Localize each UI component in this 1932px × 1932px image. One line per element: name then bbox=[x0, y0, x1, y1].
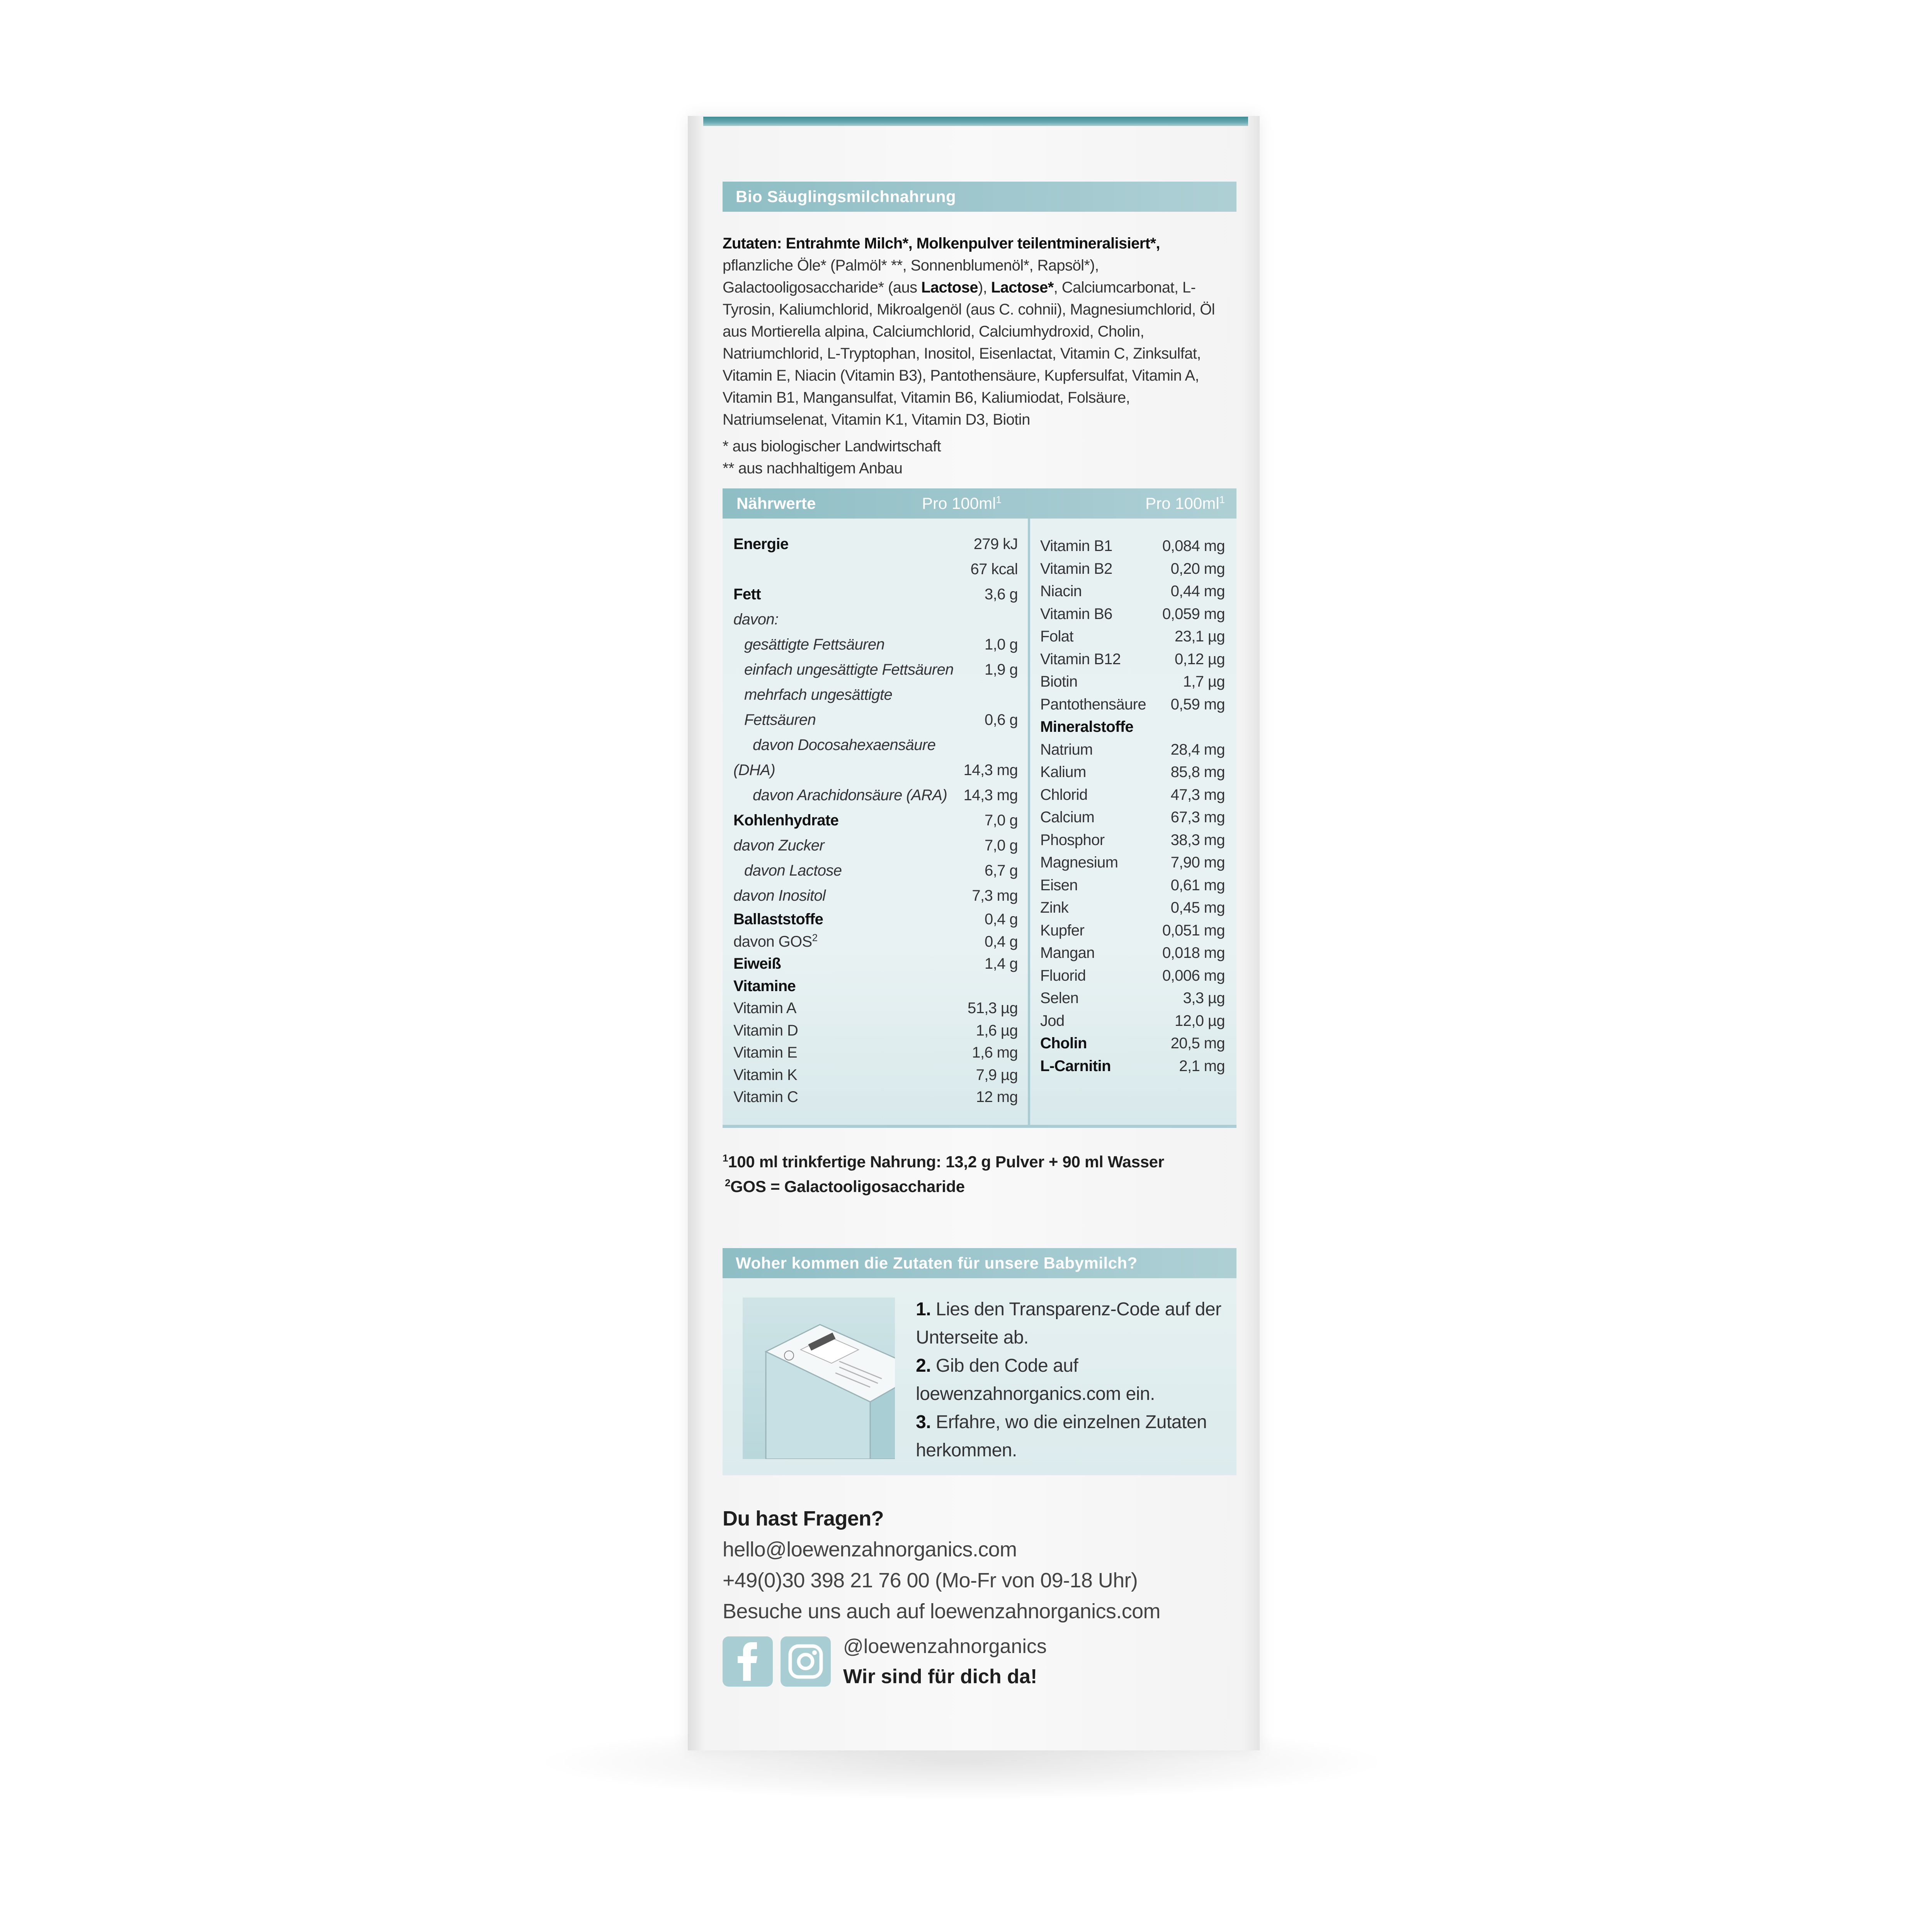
nutrient-value: 20,5 mg bbox=[1170, 1035, 1225, 1052]
nutrient-label: Biotin bbox=[1040, 673, 1078, 690]
nutrient-value: 0,44 mg bbox=[1170, 583, 1225, 600]
nutrient-value: 1,9 g bbox=[985, 661, 1018, 678]
nutrient-row bbox=[1040, 580, 1225, 603]
nutrient-value: 0,018 mg bbox=[1162, 944, 1225, 961]
nutrient-label: Kohlenhydrate bbox=[733, 812, 839, 829]
ingredients-label: Zutaten: bbox=[723, 235, 782, 252]
instagram-icon bbox=[781, 1636, 831, 1687]
nutrient-value: 0,051 mg bbox=[1162, 922, 1225, 939]
nutrient-value: 85,8 mg bbox=[1170, 764, 1225, 781]
nutrient-label: Eiweiß bbox=[733, 955, 781, 972]
nutrition-header bbox=[723, 488, 1236, 519]
nutrient-label: Jod bbox=[1040, 1012, 1065, 1029]
nutrient-value: 1,0 g bbox=[985, 636, 1018, 653]
product-title-band bbox=[723, 182, 1236, 212]
footnote-1-text: 100 ml trinkfertige Nahrung: 13,2 g Pulver + 90 ml Wasser bbox=[728, 1153, 1164, 1171]
ingredients-part3: , Calciumcarbonat, L-Tyrosin, Kaliumchlorid, Mikroalgenöl (aus C. cohnii), Magnesiumchlorid, Öl aus Mortierella alpina, Calciumchlorid, Calciumhydroxid, Cholin, Natriumchlorid, L-Tryptophan, Inositol, Eisenlactat, Vitamin C, Zinksulfat, Vitamin E, Niacin (Vitamin B3), Pantothensäure, Kupfersulfat, Vitamin A, Vitamin B1, Mangansulfat, Vitamin B6, Kaliumiodat, Folsäure, Natriumselenat, Vitamin K1, Vitamin D3, Biotin bbox=[723, 279, 1215, 428]
nutrient-value: 12,0 µg bbox=[1174, 1012, 1225, 1029]
nutrient-row bbox=[733, 532, 1018, 557]
nutrient-value: 0,20 mg bbox=[1170, 560, 1225, 577]
facebook-icon bbox=[723, 1636, 773, 1687]
nutrient-label: davon Arachidonsäure (ARA) bbox=[753, 787, 947, 804]
footnote-1 bbox=[723, 1150, 1236, 1174]
step-2-text: Gib den Code auf loewenzahnorganics.com ein. bbox=[916, 1355, 1155, 1404]
nutrient-row bbox=[733, 858, 1018, 883]
contact-tagline: Wir sind für dich da! bbox=[843, 1665, 1037, 1688]
footnote-2 bbox=[723, 1174, 1236, 1199]
nutrition-title: Nährwerte bbox=[736, 494, 816, 512]
nutrient-label: davon Inositol bbox=[733, 887, 826, 904]
ingredients-part2: ), bbox=[978, 279, 991, 296]
nutrient-row bbox=[733, 975, 1018, 998]
nutrient-row bbox=[1040, 784, 1225, 806]
nutrient-label: Vitamin B6 bbox=[1040, 605, 1112, 622]
nutrient-label: Chlorid bbox=[1040, 786, 1088, 803]
nutrient-value: 51,3 µg bbox=[967, 1000, 1018, 1017]
nutrient-row bbox=[1040, 874, 1225, 897]
nutrient-row bbox=[1040, 670, 1225, 693]
nutrient-label: einfach ungesättigte Fettsäuren bbox=[744, 661, 954, 678]
nutrient-label: Natrium bbox=[1040, 741, 1093, 758]
nutrient-row bbox=[1040, 806, 1225, 829]
step-3-text: Erfahre, wo die einzelnen Zutaten herkommen. bbox=[916, 1412, 1207, 1461]
nutrient-label: Vitamin E bbox=[733, 1044, 798, 1061]
footnotes bbox=[723, 1150, 1236, 1199]
nutrient-row bbox=[733, 1020, 1018, 1042]
contact-phone: +49(0)30 398 21 76 00 (Mo-Fr von 09-18 Uhr) bbox=[723, 1569, 1138, 1592]
nutrient-value: 0,084 mg bbox=[1162, 537, 1225, 554]
nutrient-value: 279 kJ bbox=[973, 536, 1018, 553]
nutrient-value: 6,7 g bbox=[985, 862, 1018, 879]
nutrient-value: 0,4 g bbox=[985, 933, 1018, 950]
social-handle-block bbox=[843, 1631, 1047, 1692]
per-label-right: Pro 100ml bbox=[1145, 494, 1219, 512]
nutrient-label: Vitamin D bbox=[733, 1022, 798, 1039]
nutrient-value: 0,12 µg bbox=[1174, 650, 1225, 668]
nutrient-value: 67,3 mg bbox=[1170, 809, 1225, 826]
nutrient-value: 7,9 µg bbox=[976, 1066, 1018, 1083]
nutrient-value: 28,4 mg bbox=[1170, 741, 1225, 758]
nutrient-row bbox=[1040, 558, 1225, 580]
nutrient-value: 3,3 µg bbox=[1183, 990, 1225, 1007]
box-bottom-illustration bbox=[743, 1298, 895, 1459]
nutrient-row bbox=[1040, 987, 1225, 1010]
nutrient-value: 0,059 mg bbox=[1162, 605, 1225, 622]
nutrient-label: Vitamin B1 bbox=[1040, 537, 1112, 554]
nutrient-label: Vitamin K bbox=[733, 1066, 798, 1083]
nutrient-row bbox=[733, 953, 1018, 975]
nutrition-column-left bbox=[723, 519, 1030, 1125]
nutrient-label: Calcium bbox=[1040, 809, 1095, 826]
nutrient-value: 1,6 µg bbox=[976, 1022, 1018, 1039]
nutrient-row bbox=[1040, 535, 1225, 558]
nutrient-label: Energie bbox=[733, 536, 789, 553]
nutrient-value: 23,1 µg bbox=[1174, 628, 1225, 645]
nutrient-row bbox=[1040, 1010, 1225, 1032]
nutrient-row bbox=[733, 733, 1018, 758]
ingredients-part1: pflanzliche Öle* (Palmöl* **, Sonnenblumenöl*, Rapsöl*), Galactooligosaccharide* (aus bbox=[723, 257, 1099, 296]
nutrient-row bbox=[733, 783, 1018, 808]
step-1 bbox=[916, 1295, 1236, 1352]
nutrient-label: davon Lactose bbox=[744, 862, 842, 879]
nutrient-row bbox=[733, 632, 1018, 657]
nutrition-table bbox=[723, 475, 1236, 1128]
nutrient-row bbox=[1040, 896, 1225, 919]
nutrient-row bbox=[733, 557, 1018, 582]
nutrient-row bbox=[1040, 603, 1225, 626]
box-lid bbox=[703, 117, 1248, 126]
nutrient-value: 0,6 g bbox=[985, 711, 1018, 728]
nutrient-label: Selen bbox=[1040, 990, 1079, 1007]
note-organic: * aus biologischer Landwirtschaft bbox=[723, 438, 941, 455]
nutrient-row bbox=[1040, 1055, 1225, 1078]
nutrient-label: Ballaststoffe bbox=[733, 911, 823, 928]
nutrient-value: 38,3 mg bbox=[1170, 831, 1225, 849]
per-sup-right: 1 bbox=[1219, 494, 1225, 505]
nutrient-row bbox=[733, 1064, 1018, 1087]
step-2 bbox=[916, 1352, 1236, 1408]
nutrient-value: 1,4 g bbox=[985, 955, 1018, 972]
nutrient-label: Kupfer bbox=[1040, 922, 1085, 939]
nutrient-label-wrap bbox=[733, 931, 817, 953]
ingredients-text bbox=[723, 233, 1221, 431]
step-3 bbox=[916, 1408, 1236, 1464]
nutrient-label: Vitamin C bbox=[733, 1088, 798, 1105]
footnote-1-sup: 1 bbox=[723, 1152, 728, 1164]
contact-question: Du hast Fragen? bbox=[723, 1507, 884, 1530]
nutrient-label: davon Zucker bbox=[733, 837, 825, 854]
per-100ml-left bbox=[922, 488, 1045, 519]
ingredients-main: Entrahmte Milch*, Molkenpulver teilentmineralisiert*, bbox=[786, 235, 1160, 252]
per-100ml-right bbox=[1045, 488, 1236, 519]
nutrient-row bbox=[1040, 851, 1225, 874]
nutrient-value: 0,006 mg bbox=[1162, 967, 1225, 984]
nutrient-row bbox=[1040, 829, 1225, 852]
nutrient-value: 12 mg bbox=[976, 1088, 1018, 1105]
nutrient-row bbox=[1040, 919, 1225, 942]
nutrient-label: gesättigte Fettsäuren bbox=[744, 636, 885, 653]
nutrient-row bbox=[733, 833, 1018, 858]
contact-visit: Besuche uns auch auf loewenzahnorganics.com bbox=[723, 1600, 1160, 1623]
nutrient-row bbox=[1040, 761, 1225, 784]
per-sup-left: 1 bbox=[996, 494, 1002, 505]
nutrient-label: Vitamin A bbox=[733, 1000, 796, 1017]
nutrient-label: L-Carnitin bbox=[1040, 1057, 1111, 1075]
nutrient-row bbox=[733, 808, 1018, 833]
nutrient-label: Pantothensäure bbox=[1040, 696, 1146, 713]
nutrient-label: Vitamin B12 bbox=[1040, 650, 1121, 668]
nutrient-row bbox=[733, 997, 1018, 1020]
nutrient-label: Phosphor bbox=[1040, 831, 1105, 849]
nutrient-value: 0,4 g bbox=[985, 911, 1018, 928]
nutrient-value: 7,0 g bbox=[985, 812, 1018, 829]
nutrient-value: 1,6 mg bbox=[972, 1044, 1018, 1061]
nutrient-label: davon Docosahexaensäure bbox=[753, 736, 936, 753]
nutrient-row bbox=[1040, 648, 1225, 671]
ingredients-block bbox=[723, 223, 1221, 480]
nutrient-label: Fettsäuren bbox=[744, 711, 816, 728]
nutrient-value: 2,1 mg bbox=[1179, 1057, 1225, 1075]
nutrient-label: Mineralstoffe bbox=[1040, 718, 1134, 735]
nutrient-value: 7,90 mg bbox=[1170, 854, 1225, 871]
nutrient-label: Cholin bbox=[1040, 1035, 1087, 1052]
nutrient-label: (DHA) bbox=[733, 762, 776, 779]
box-illustration bbox=[743, 1298, 895, 1459]
nutrient-row bbox=[1040, 693, 1225, 716]
nutrient-value: 0,59 mg bbox=[1170, 696, 1225, 713]
nutrient-row bbox=[733, 682, 1018, 707]
nutrient-value: 1,7 µg bbox=[1183, 673, 1225, 690]
nutrient-row bbox=[1040, 964, 1225, 987]
step-1-num: 1. bbox=[916, 1299, 931, 1320]
nutrient-row bbox=[1040, 942, 1225, 964]
social-handle: @loewenzahnorganics bbox=[843, 1635, 1047, 1658]
nutrient-value: 47,3 mg bbox=[1170, 786, 1225, 803]
note-sustainable: ** aus nachhaltigem Anbau bbox=[723, 460, 903, 477]
nutrient-value: 7,3 mg bbox=[972, 887, 1018, 904]
footnote-2-sup: 2 bbox=[725, 1177, 731, 1189]
per-label-left: Pro 100ml bbox=[922, 494, 996, 512]
product-title: Bio Säuglingsmilchnahrung bbox=[723, 182, 1236, 212]
nutrient-value: 3,6 g bbox=[985, 586, 1018, 603]
nutrient-row bbox=[733, 607, 1018, 632]
woher-section bbox=[723, 1248, 1236, 1475]
nutrient-row bbox=[1040, 625, 1225, 648]
nutrient-label: Magnesium bbox=[1040, 854, 1118, 871]
nutrient-row bbox=[733, 908, 1018, 931]
nutrient-label: Eisen bbox=[1040, 876, 1078, 894]
footnote-2-text: GOS = Galactooligosaccharide bbox=[730, 1177, 965, 1196]
step-2-num: 2. bbox=[916, 1355, 931, 1376]
nutrient-value: 14,3 mg bbox=[963, 787, 1018, 804]
nutrient-row bbox=[733, 1086, 1018, 1109]
nutrient-row bbox=[733, 758, 1018, 783]
ingredients-lactose-1: Lactose bbox=[921, 279, 978, 296]
nutrient-value: 67 kcal bbox=[970, 561, 1018, 578]
nutrient-row bbox=[733, 883, 1018, 908]
step-3-num: 3. bbox=[916, 1412, 931, 1432]
nutrient-row bbox=[1040, 716, 1225, 738]
ingredients-lactose-2: Lactose* bbox=[991, 279, 1054, 296]
nutrient-label: Fluorid bbox=[1040, 967, 1086, 984]
nutrient-label: Kalium bbox=[1040, 764, 1086, 781]
nutrient-label: davon: bbox=[733, 611, 779, 628]
nutrient-row bbox=[1040, 738, 1225, 761]
woher-title: Woher kommen die Zutaten für unsere Babymilch? bbox=[723, 1248, 1236, 1278]
social-row bbox=[723, 1631, 1236, 1692]
nutrient-row bbox=[733, 582, 1018, 607]
nutrient-value: 14,3 mg bbox=[963, 762, 1018, 779]
nutrient-value: 0,61 mg bbox=[1170, 876, 1225, 894]
nutrient-row bbox=[733, 707, 1018, 733]
woher-body bbox=[723, 1278, 1236, 1475]
nutrient-label: Zink bbox=[1040, 899, 1069, 916]
woher-steps bbox=[916, 1295, 1236, 1475]
nutrient-row bbox=[733, 931, 1018, 953]
nutrient-label: davon GOS bbox=[733, 933, 812, 950]
nutrition-body bbox=[723, 519, 1236, 1128]
nutrient-row bbox=[733, 657, 1018, 682]
nutrient-label: Fett bbox=[733, 586, 761, 603]
nutrient-label: Niacin bbox=[1040, 583, 1082, 600]
nutrient-label: Mangan bbox=[1040, 944, 1095, 961]
nutrition-column-right bbox=[1030, 519, 1236, 1125]
step-1-text: Lies den Transparenz-Code auf der Unterseite ab. bbox=[916, 1299, 1221, 1348]
nutrient-row bbox=[733, 1042, 1018, 1064]
nutrient-row bbox=[1040, 1032, 1225, 1055]
nutrient-label: Folat bbox=[1040, 628, 1073, 645]
nutrient-label: Vitamine bbox=[733, 977, 796, 995]
nutrient-label: Vitamin B2 bbox=[1040, 560, 1112, 577]
nutrient-label-sup: 2 bbox=[812, 932, 818, 944]
nutrient-label: mehrfach ungesättigte bbox=[744, 686, 893, 703]
contact-section bbox=[723, 1503, 1236, 1692]
nutrient-value: 0,45 mg bbox=[1170, 899, 1225, 916]
contact-email: hello@loewenzahnorganics.com bbox=[723, 1538, 1017, 1561]
nutrient-value: 7,0 g bbox=[985, 837, 1018, 854]
origin-notes bbox=[723, 435, 1221, 480]
